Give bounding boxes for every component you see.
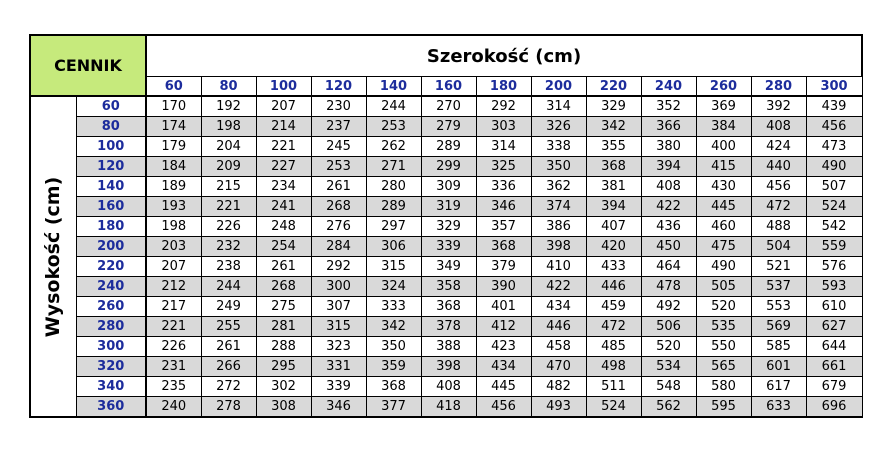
price-cell: 198	[146, 217, 201, 237]
price-cell: 261	[256, 257, 311, 277]
table-row	[30, 377, 862, 397]
price-cell: 268	[311, 197, 366, 217]
price-cell: 569	[751, 317, 806, 337]
price-cell: 401	[476, 297, 531, 317]
price-cell: 524	[806, 197, 862, 217]
price-cell: 306	[366, 237, 421, 257]
price-cell: 456	[806, 117, 862, 137]
price-cell: 292	[476, 96, 531, 117]
price-cell: 430	[696, 177, 751, 197]
table-row	[30, 317, 862, 337]
price-cell: 315	[311, 317, 366, 337]
price-cell: 184	[146, 157, 201, 177]
height-header-160: 160	[76, 197, 146, 217]
price-cell: 284	[311, 237, 366, 257]
price-cell: 358	[421, 277, 476, 297]
price-cell: 238	[201, 257, 256, 277]
price-cell: 300	[311, 277, 366, 297]
width-header-280: 280	[751, 77, 806, 97]
price-cell: 420	[586, 237, 641, 257]
height-header-260: 260	[76, 297, 146, 317]
price-cell: 439	[806, 96, 862, 117]
price-cell: 338	[531, 137, 586, 157]
price-cell: 644	[806, 337, 862, 357]
height-header-280: 280	[76, 317, 146, 337]
price-cell: 400	[696, 137, 751, 157]
price-cell: 319	[421, 197, 476, 217]
price-cell: 434	[531, 297, 586, 317]
table-row	[30, 137, 862, 157]
price-cell: 553	[751, 297, 806, 317]
price-cell: 303	[476, 117, 531, 137]
price-cell: 504	[751, 237, 806, 257]
price-cell: 289	[421, 137, 476, 157]
price-cell: 390	[476, 277, 531, 297]
price-cell: 261	[201, 337, 256, 357]
price-cell: 445	[476, 377, 531, 397]
table-row	[30, 96, 862, 117]
price-cell: 230	[311, 96, 366, 117]
price-cell: 212	[146, 277, 201, 297]
price-cell: 380	[641, 137, 696, 157]
price-cell: 272	[201, 377, 256, 397]
price-cell: 325	[476, 157, 531, 177]
price-cell: 450	[641, 237, 696, 257]
height-header-240: 240	[76, 277, 146, 297]
price-cell: 352	[641, 96, 696, 117]
price-cell: 565	[696, 357, 751, 377]
price-cell: 240	[146, 397, 201, 418]
price-cell: 627	[806, 317, 862, 337]
price-cell: 398	[531, 237, 586, 257]
price-cell: 534	[641, 357, 696, 377]
price-cell: 679	[806, 377, 862, 397]
price-cell: 297	[366, 217, 421, 237]
price-cell: 696	[806, 397, 862, 418]
price-table	[29, 34, 863, 418]
price-cell: 386	[531, 217, 586, 237]
price-cell: 209	[201, 157, 256, 177]
price-cell: 244	[201, 277, 256, 297]
price-cell: 456	[751, 177, 806, 197]
price-cell: 342	[586, 117, 641, 137]
price-cell: 221	[201, 197, 256, 217]
price-cell: 323	[311, 337, 366, 357]
price-cell: 506	[641, 317, 696, 337]
price-cell: 488	[751, 217, 806, 237]
price-cell: 392	[751, 96, 806, 117]
price-cell: 189	[146, 177, 201, 197]
price-cell: 535	[696, 317, 751, 337]
price-cell: 490	[696, 257, 751, 277]
price-cell: 490	[806, 157, 862, 177]
price-cell: 331	[311, 357, 366, 377]
price-cell: 548	[641, 377, 696, 397]
price-cell: 433	[586, 257, 641, 277]
table-row	[30, 277, 862, 297]
price-cell: 249	[201, 297, 256, 317]
price-cell: 407	[586, 217, 641, 237]
price-cell: 498	[586, 357, 641, 377]
table-row	[30, 117, 862, 137]
price-cell: 217	[146, 297, 201, 317]
price-cell: 333	[366, 297, 421, 317]
width-header-300: 300	[806, 77, 862, 97]
price-cell: 289	[366, 197, 421, 217]
width-header-140: 140	[366, 77, 421, 97]
price-cell: 368	[586, 157, 641, 177]
height-header-360: 360	[76, 397, 146, 418]
price-cell: 458	[531, 337, 586, 357]
price-cell: 408	[641, 177, 696, 197]
table-row	[30, 197, 862, 217]
price-cell: 408	[751, 117, 806, 137]
price-cell: 562	[641, 397, 696, 418]
price-cell: 422	[641, 197, 696, 217]
price-cell: 221	[256, 137, 311, 157]
price-cell: 423	[476, 337, 531, 357]
price-cell: 492	[641, 297, 696, 317]
table-row	[30, 357, 862, 377]
price-cell: 302	[256, 377, 311, 397]
price-cell: 232	[201, 237, 256, 257]
price-cell: 226	[201, 217, 256, 237]
price-cell: 346	[476, 197, 531, 217]
price-cell: 460	[696, 217, 751, 237]
price-cell: 203	[146, 237, 201, 257]
width-header-60: 60	[146, 77, 201, 97]
price-cell: 214	[256, 117, 311, 137]
price-cell: 524	[586, 397, 641, 418]
price-cell: 268	[256, 277, 311, 297]
price-cell: 601	[751, 357, 806, 377]
price-cell: 170	[146, 96, 201, 117]
price-cell: 292	[311, 257, 366, 277]
price-cell: 388	[421, 337, 476, 357]
price-cell: 595	[696, 397, 751, 418]
price-cell: 308	[256, 397, 311, 418]
price-cell: 576	[806, 257, 862, 277]
price-cell: 299	[421, 157, 476, 177]
price-cell: 355	[586, 137, 641, 157]
price-cell: 521	[751, 257, 806, 277]
price-cell: 472	[586, 317, 641, 337]
height-header-200: 200	[76, 237, 146, 257]
price-cell: 278	[201, 397, 256, 418]
price-cell: 473	[806, 137, 862, 157]
price-cell: 350	[531, 157, 586, 177]
price-cell: 446	[531, 317, 586, 337]
price-cell: 520	[696, 297, 751, 317]
price-cell: 307	[311, 297, 366, 317]
price-cell: 198	[201, 117, 256, 137]
width-header-180: 180	[476, 77, 531, 97]
price-cell: 245	[311, 137, 366, 157]
height-header-300: 300	[76, 337, 146, 357]
height-header-80: 80	[76, 117, 146, 137]
price-cell: 505	[696, 277, 751, 297]
table-row	[30, 297, 862, 317]
price-cell: 279	[421, 117, 476, 137]
price-cell: 368	[476, 237, 531, 257]
price-cell: 266	[201, 357, 256, 377]
price-rows	[30, 96, 862, 417]
price-cell: 288	[256, 337, 311, 357]
width-header-260: 260	[696, 77, 751, 97]
price-cell: 377	[366, 397, 421, 418]
height-header-120: 120	[76, 157, 146, 177]
price-cell: 241	[256, 197, 311, 217]
price-cell: 369	[696, 96, 751, 117]
width-header-200: 200	[531, 77, 586, 97]
price-cell: 342	[366, 317, 421, 337]
price-cell: 179	[146, 137, 201, 157]
price-cell: 485	[586, 337, 641, 357]
table-row	[30, 157, 862, 177]
cennik-label: CENNIK	[30, 35, 146, 96]
price-cell: 207	[256, 96, 311, 117]
price-cell: 262	[366, 137, 421, 157]
price-cell: 315	[366, 257, 421, 277]
table-row	[30, 257, 862, 277]
price-cell: 617	[751, 377, 806, 397]
price-cell: 253	[311, 157, 366, 177]
price-cell: 440	[751, 157, 806, 177]
price-cell: 422	[531, 277, 586, 297]
price-cell: 215	[201, 177, 256, 197]
height-header-340: 340	[76, 377, 146, 397]
table-row	[30, 217, 862, 237]
price-cell: 329	[586, 96, 641, 117]
price-cell: 398	[421, 357, 476, 377]
price-cell: 378	[421, 317, 476, 337]
price-cell: 324	[366, 277, 421, 297]
price-cell: 276	[311, 217, 366, 237]
price-cell: 192	[201, 96, 256, 117]
price-cell: 379	[476, 257, 531, 277]
width-header-80: 80	[201, 77, 256, 97]
price-cell: 357	[476, 217, 531, 237]
price-cell: 410	[531, 257, 586, 277]
price-cell: 368	[366, 377, 421, 397]
price-cell: 520	[641, 337, 696, 357]
price-cell: 244	[366, 96, 421, 117]
price-cell: 339	[421, 237, 476, 257]
price-cell: 459	[586, 297, 641, 317]
price-cell: 234	[256, 177, 311, 197]
price-cell: 445	[696, 197, 751, 217]
price-cell: 585	[751, 337, 806, 357]
width-header-120: 120	[311, 77, 366, 97]
price-cell: 394	[641, 157, 696, 177]
price-cell: 415	[696, 157, 751, 177]
price-cell: 231	[146, 357, 201, 377]
price-cell: 329	[421, 217, 476, 237]
width-header-160: 160	[421, 77, 476, 97]
price-cell: 542	[806, 217, 862, 237]
price-cell: 235	[146, 377, 201, 397]
price-cell: 174	[146, 117, 201, 137]
price-cell: 434	[476, 357, 531, 377]
price-cell: 349	[421, 257, 476, 277]
price-cell: 339	[311, 377, 366, 397]
price-cell: 227	[256, 157, 311, 177]
height-axis-title	[30, 96, 76, 417]
price-cell: 271	[366, 157, 421, 177]
price-cell: 478	[641, 277, 696, 297]
price-cell: 366	[641, 117, 696, 137]
price-cell: 559	[806, 237, 862, 257]
height-header-100: 100	[76, 137, 146, 157]
price-cell: 275	[256, 297, 311, 317]
price-cell: 221	[146, 317, 201, 337]
table-row	[30, 177, 862, 197]
price-cell: 204	[201, 137, 256, 157]
price-cell: 537	[751, 277, 806, 297]
price-cell: 359	[366, 357, 421, 377]
table-row	[30, 397, 862, 418]
price-cell: 314	[531, 96, 586, 117]
price-cell: 193	[146, 197, 201, 217]
price-cell: 412	[476, 317, 531, 337]
price-cell: 295	[256, 357, 311, 377]
width-header-100: 100	[256, 77, 311, 97]
price-cell: 381	[586, 177, 641, 197]
price-cell: 470	[531, 357, 586, 377]
price-cell: 346	[311, 397, 366, 418]
price-cell: 270	[421, 96, 476, 117]
price-cell: 254	[256, 237, 311, 257]
price-cell: 418	[421, 397, 476, 418]
price-cell: 475	[696, 237, 751, 257]
width-header-240: 240	[641, 77, 696, 97]
price-cell: 336	[476, 177, 531, 197]
price-cell: 207	[146, 257, 201, 277]
price-cell: 580	[696, 377, 751, 397]
price-cell: 261	[311, 177, 366, 197]
table-row	[30, 337, 862, 357]
price-cell: 237	[311, 117, 366, 137]
height-header-60: 60	[76, 96, 146, 117]
height-header-220: 220	[76, 257, 146, 277]
price-cell: 226	[146, 337, 201, 357]
price-cell: 610	[806, 297, 862, 317]
price-cell: 482	[531, 377, 586, 397]
price-cell: 493	[531, 397, 586, 418]
price-cell: 408	[421, 377, 476, 397]
price-cell: 456	[476, 397, 531, 418]
price-cell: 424	[751, 137, 806, 157]
price-cell: 253	[366, 117, 421, 137]
price-cell: 550	[696, 337, 751, 357]
width-header-row	[30, 77, 862, 97]
price-cell: 362	[531, 177, 586, 197]
price-cell: 280	[366, 177, 421, 197]
price-cell: 661	[806, 357, 862, 377]
price-cell: 350	[366, 337, 421, 357]
price-cell: 374	[531, 197, 586, 217]
price-cell: 436	[641, 217, 696, 237]
price-cell: 326	[531, 117, 586, 137]
height-header-140: 140	[76, 177, 146, 197]
price-cell: 472	[751, 197, 806, 217]
price-cell: 394	[586, 197, 641, 217]
price-cell: 464	[641, 257, 696, 277]
price-cell: 314	[476, 137, 531, 157]
price-cell: 281	[256, 317, 311, 337]
price-cell: 384	[696, 117, 751, 137]
width-header-220: 220	[586, 77, 641, 97]
price-cell: 309	[421, 177, 476, 197]
price-cell: 248	[256, 217, 311, 237]
price-cell: 633	[751, 397, 806, 418]
width-axis-title: Szerokość (cm)	[146, 35, 862, 77]
price-cell: 511	[586, 377, 641, 397]
price-cell: 446	[586, 277, 641, 297]
price-cell: 368	[421, 297, 476, 317]
price-cell: 507	[806, 177, 862, 197]
price-cell: 593	[806, 277, 862, 297]
height-header-180: 180	[76, 217, 146, 237]
price-cell: 255	[201, 317, 256, 337]
height-header-320: 320	[76, 357, 146, 377]
height-axis-title-text: Wysokość (cm)	[42, 176, 65, 337]
table-row	[30, 237, 862, 257]
